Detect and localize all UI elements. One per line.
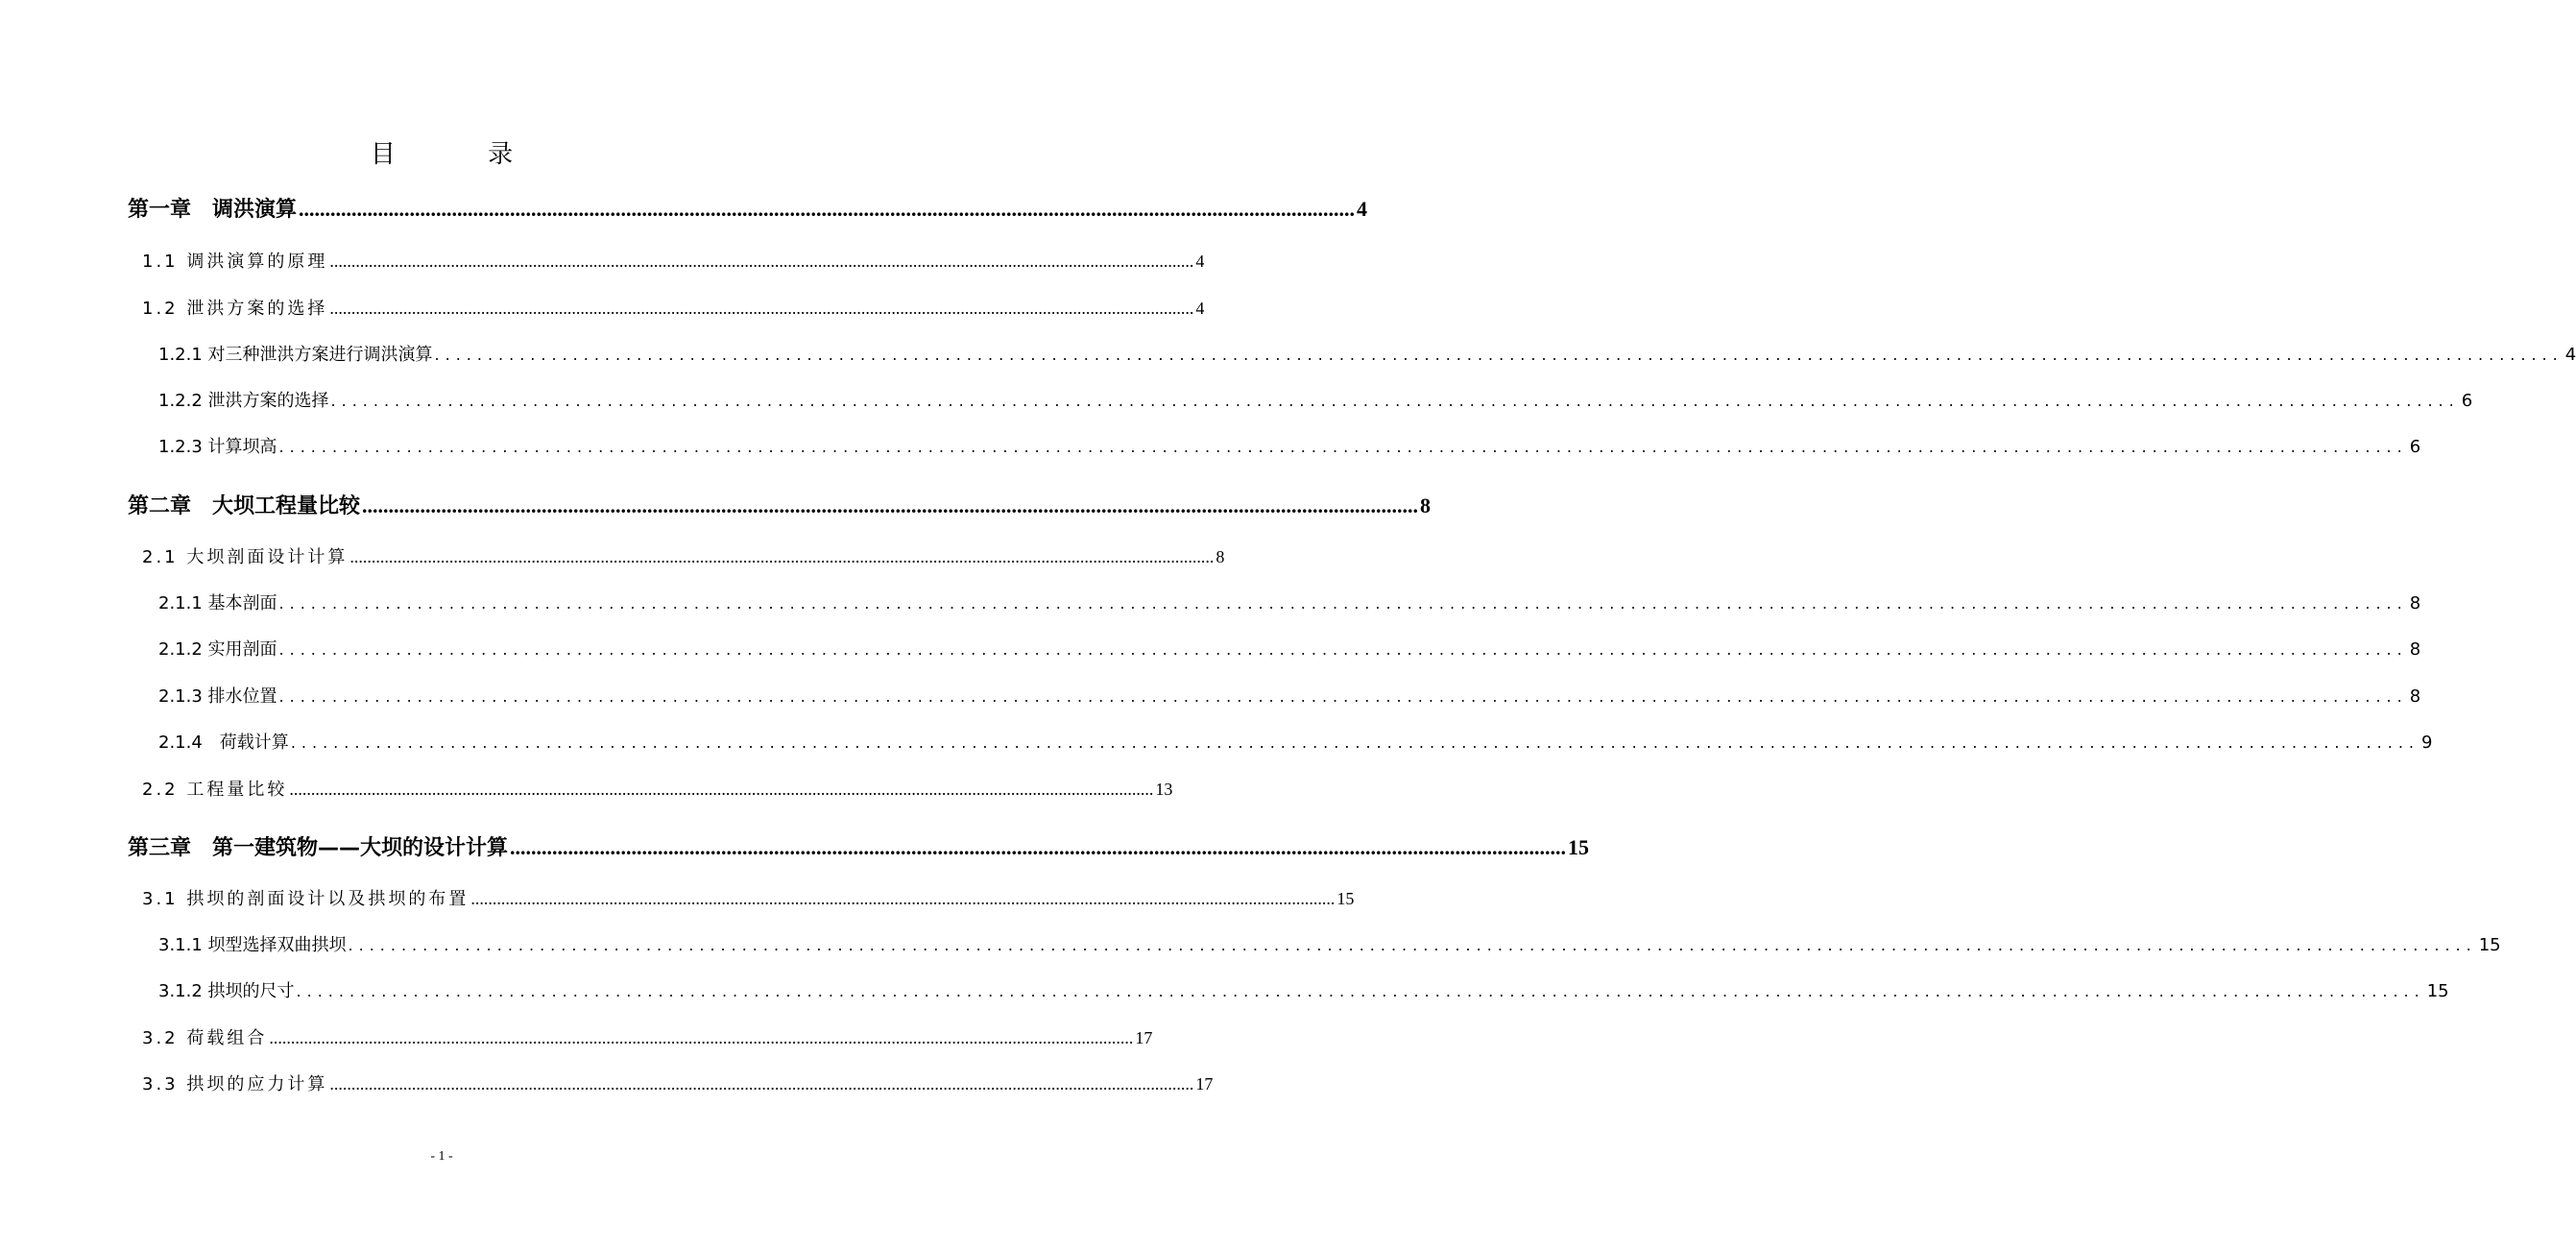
toc-subsection-entry[interactable] — [158, 729, 2433, 754]
toc-subsection-entry[interactable] — [158, 341, 2576, 366]
toc-entry-page: 9 — [2421, 733, 2433, 753]
toc-subsection-entry[interactable] — [158, 636, 2421, 661]
toc-entry-page: 15 — [2478, 935, 2501, 955]
toc-leader-dots: ........................................................................................................................................................................................................ — [278, 640, 2408, 659]
toc-chapter-entry[interactable] — [128, 490, 1432, 519]
toc-entry-label: 3.1.1 坝型选择双曲拱坝 — [158, 935, 347, 955]
toc-entry-page: 13 — [1155, 780, 1173, 799]
toc-entry-label: 第二章 大坝工程量比较 — [128, 494, 361, 518]
toc-section-entry[interactable] — [142, 248, 1205, 273]
toc-section-entry[interactable] — [142, 543, 1225, 568]
toc-leader-dots: ........................................................................................................................................................................................................ — [362, 493, 1419, 517]
toc-entry-label: 第三章 第一建筑物——大坝的设计计算 — [128, 836, 509, 860]
toc-entry-page: 4 — [2564, 345, 2576, 365]
toc-subsection-entry[interactable] — [158, 977, 2449, 1002]
toc-leader-dots: ........................................................................................................................................................................................................ — [329, 299, 1194, 318]
toc-entry-page: 4 — [1357, 197, 1368, 221]
toc-entry-page: 15 — [1336, 889, 1355, 908]
toc-leader-dots: ........................................................................................................................................................................................................ — [299, 197, 1356, 221]
toc-entry-label: 3.1 拱坝的剖面设计以及拱坝的布置 — [142, 889, 469, 909]
toc-entry-label: 2.1.1 基本剖面 — [158, 593, 277, 613]
toc-entry-page: 8 — [2409, 686, 2421, 707]
toc-entry-page: 17 — [1195, 1074, 1214, 1094]
toc-entry-label: 1.2.3 计算坝高 — [158, 437, 277, 457]
toc-subsection-entry[interactable] — [158, 931, 2501, 956]
toc-section-entry[interactable] — [142, 1070, 1214, 1095]
toc-entry-label: 3.1.2 拱坝的尺寸 — [158, 981, 295, 1001]
toc-subsection-entry[interactable] — [158, 589, 2421, 614]
toc-entry-label: 2.1.4 荷载计算 — [158, 733, 289, 753]
toc-entry-page: 17 — [1135, 1028, 1153, 1047]
toc-section-entry[interactable] — [142, 885, 1355, 910]
toc-entry-label: 第一章 调洪演算 — [128, 198, 298, 222]
toc-entry-page: 15 — [1568, 835, 1590, 859]
toc-section-entry[interactable] — [142, 1024, 1153, 1049]
toc-subsection-entry[interactable] — [158, 387, 2473, 412]
toc-leader-dots: ........................................................................................................................................................................................................ — [278, 687, 2408, 706]
toc-leader-dots: ........................................................................................................................................................................................................ — [470, 889, 1336, 908]
toc-entry-page: 6 — [2461, 391, 2473, 411]
toc-entry-label: 3.3 拱坝的应力计算 — [142, 1074, 328, 1094]
toc-section-entry[interactable] — [142, 776, 1173, 801]
toc-section-entry[interactable] — [142, 295, 1205, 320]
toc-entry-label: 3.2 荷载组合 — [142, 1028, 268, 1048]
toc-entry-label: 2.1.2 实用剖面 — [158, 639, 277, 660]
toc-entry-page: 6 — [2409, 437, 2421, 457]
toc-leader-dots: ........................................................................................................................................................................................................ — [278, 438, 2408, 456]
toc-leader-dots: ........................................................................................................................................................................................................ — [348, 936, 2477, 954]
toc-leader-dots: ........................................................................................................................................................................................................ — [289, 780, 1154, 799]
toc-entry-page: 8 — [1216, 547, 1225, 566]
toc-entry-label: 1.1 调洪演算的原理 — [142, 252, 328, 272]
toc-entry-label: 2.1.3 排水位置 — [158, 686, 277, 707]
toc-leader-dots: ........................................................................................................................................................................................................ — [269, 1028, 1134, 1047]
toc-leader-dots: ........................................................................................................................................................................................................ — [330, 392, 2460, 410]
toc-entry-label: 2.2 工程量比较 — [142, 780, 288, 800]
toc-entry-page: 15 — [2426, 981, 2449, 1001]
toc-entry-page: 4 — [1195, 299, 1205, 318]
toc-entry-page: 8 — [2409, 593, 2421, 613]
toc-subsection-entry[interactable] — [158, 683, 2421, 708]
toc-title: 目 录 — [370, 140, 556, 169]
toc-leader-dots: ........................................................................................................................................................................................................ — [296, 982, 2425, 1000]
toc-entry-page: 4 — [1195, 252, 1205, 271]
toc-leader-dots: ........................................................................................................................................................................................................ — [510, 835, 1567, 859]
toc-leader-dots: ........................................................................................................................................................................................................ — [349, 547, 1215, 566]
toc-leader-dots: ........................................................................................................................................................................................................ — [434, 346, 2564, 364]
toc-leader-dots: ........................................................................................................................................................................................................ — [329, 252, 1194, 271]
toc-leader-dots: ........................................................................................................................................................................................................ — [278, 594, 2408, 613]
page-number-footer: - 1 - — [430, 1149, 453, 1164]
toc-entry-label: 2.1 大坝剖面设计计算 — [142, 547, 349, 567]
toc-entry-page: 8 — [2409, 639, 2421, 660]
toc-leader-dots: ........................................................................................................................................................................................................ — [329, 1074, 1194, 1094]
toc-leader-dots: ........................................................................................................................................................................................................ — [290, 733, 2420, 752]
toc-entry-page: 8 — [1420, 493, 1432, 517]
toc-chapter-entry[interactable] — [128, 831, 1590, 861]
toc-subsection-entry[interactable] — [158, 433, 2421, 458]
toc-entry-label: 1.2.2 泄洪方案的选择 — [158, 391, 329, 411]
toc-chapter-entry[interactable] — [128, 193, 1368, 223]
toc-entry-label: 1.2.1 对三种泄洪方案进行调洪演算 — [158, 345, 433, 365]
toc-entry-label: 1.2 泄洪方案的选择 — [142, 299, 328, 319]
